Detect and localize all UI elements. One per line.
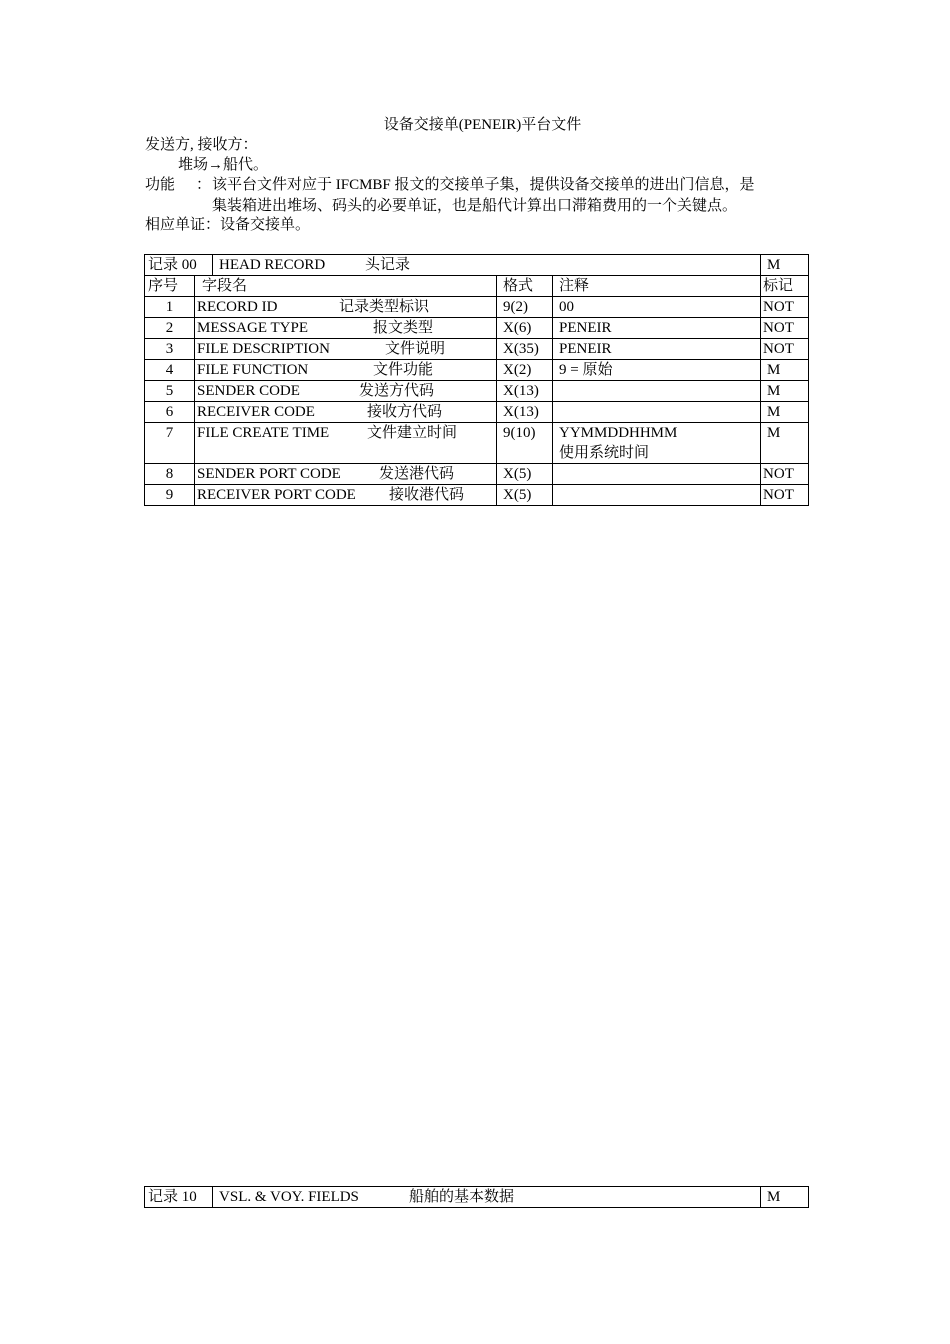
row-number: 2 [145,318,195,339]
field-format: X(35) [497,339,553,360]
table-row [145,402,809,423]
header-format: 格式 [497,276,553,297]
field-note-line-1: PENEIR [559,341,612,357]
field-note [553,318,761,339]
field-name-en: FILE FUNCTION [197,362,309,378]
field-note [553,402,761,423]
field-note [553,381,761,402]
sender-receiver-label: 发送方, 接收方： [145,137,258,153]
record-header-row [145,255,809,276]
field-name-cell [195,297,497,318]
record-label: 记录 00 [145,255,213,276]
field-name-en: SENDER PORT CODE [197,466,341,482]
field-name-cn: 文件功能 [373,362,434,378]
field-note [553,360,761,381]
field-name-cn: 接收方代码 [367,404,443,420]
field-name-cn: 发送方代码 [359,383,435,399]
field-flag: M [761,423,809,464]
field-flag: NOT [761,464,809,485]
record-00-table [144,254,809,506]
field-flag: M [761,402,809,423]
field-format: X(6) [497,318,553,339]
function-description-line-2: 集装箱进出堆场、码头的必要单证，也是船代计算出口滞箱费用的一个关键点。 [212,198,738,214]
field-format: X(5) [497,464,553,485]
field-flag: NOT [761,339,809,360]
row-number: 9 [145,485,195,506]
field-name-cell [195,423,497,464]
row-number: 1 [145,297,195,318]
field-note-line-1: 00 [559,299,575,315]
field-name-cell [195,318,497,339]
field-name-cn: 发送港代码 [379,466,455,482]
field-note [553,485,761,506]
field-note [553,339,761,360]
field-name-cell [195,464,497,485]
table-row [145,423,809,464]
header-note: 注释 [553,276,761,297]
row-number: 3 [145,339,195,360]
field-name-cn: 文件说明 [385,341,446,357]
field-note-line-2: 使用系统时间 [559,445,650,461]
table-row [145,297,809,318]
field-name-en: RECORD ID [197,299,278,315]
field-name-cn: 报文类型 [373,320,434,336]
corresponding-document: 相应单证：设备交接单。 [145,217,311,233]
record-header-row [145,1187,809,1208]
field-name-cell [195,402,497,423]
header-flag: 标记 [761,276,809,297]
row-number: 7 [145,423,195,464]
field-name-en: RECEIVER PORT CODE [197,487,356,503]
field-note [553,297,761,318]
row-number: 4 [145,360,195,381]
table-row [145,339,809,360]
column-header-row [145,276,809,297]
function-colon: ： [196,177,212,193]
field-name-en: MESSAGE TYPE [197,320,308,336]
function-label: 功能 [145,177,176,193]
record-flag: M [761,255,809,276]
record-flag: M [761,1187,809,1208]
header-field: 字段名 [195,276,497,297]
row-number: 8 [145,464,195,485]
function-description-line-1: 该平台文件对应于 IFCMBF 报文的交接单子集，提供设备交接单的进出门信息，是 [212,177,755,193]
field-note-line-1: YYMMDDHHMM [559,425,678,441]
document-title: 设备交接单(PENEIR)平台文件 [383,117,582,133]
field-format: 9(2) [497,297,553,318]
table-row [145,318,809,339]
field-format: 9(10) [497,423,553,464]
field-flag: NOT [761,297,809,318]
field-format: X(13) [497,381,553,402]
table-row [145,360,809,381]
table-row [145,485,809,506]
field-format: X(5) [497,485,553,506]
table-row [145,464,809,485]
table-row [145,381,809,402]
field-note [553,464,761,485]
record-10-table [144,1186,809,1208]
field-name-en: RECEIVER CODE [197,404,315,420]
header-no: 序号 [145,276,195,297]
row-number: 6 [145,402,195,423]
record-name: HEAD RECORD [219,257,326,273]
field-name-cell [195,360,497,381]
record-name-cell [213,1187,761,1208]
field-name-cn: 文件建立时间 [367,425,458,441]
field-flag: M [761,381,809,402]
field-name-en: SENDER CODE [197,383,300,399]
field-format: X(13) [497,402,553,423]
field-name-cell [195,339,497,360]
field-name-cn: 接收港代码 [389,487,465,503]
field-name-cn: 记录类型标识 [339,299,430,315]
field-format: X(2) [497,360,553,381]
record-name-cell [213,255,761,276]
field-name-cell [195,485,497,506]
field-name-cell [195,381,497,402]
record-name-cn: 头记录 [365,257,411,273]
field-flag: NOT [761,318,809,339]
field-note [553,423,761,464]
field-note-line-1: PENEIR [559,320,612,336]
field-name-en: FILE DESCRIPTION [197,341,330,357]
record-name-cn: 船舶的基本数据 [409,1189,515,1205]
row-number: 5 [145,381,195,402]
field-name-en: FILE CREATE TIME [197,425,330,441]
field-flag: NOT [761,485,809,506]
record-name: VSL. & VOY. FIELDS [219,1189,359,1205]
record-label: 记录 10 [145,1187,213,1208]
field-flag: M [761,360,809,381]
field-note-line-1: 9 = 原始 [559,362,613,378]
sender-receiver-value: 堆场→船代。 [178,157,269,173]
